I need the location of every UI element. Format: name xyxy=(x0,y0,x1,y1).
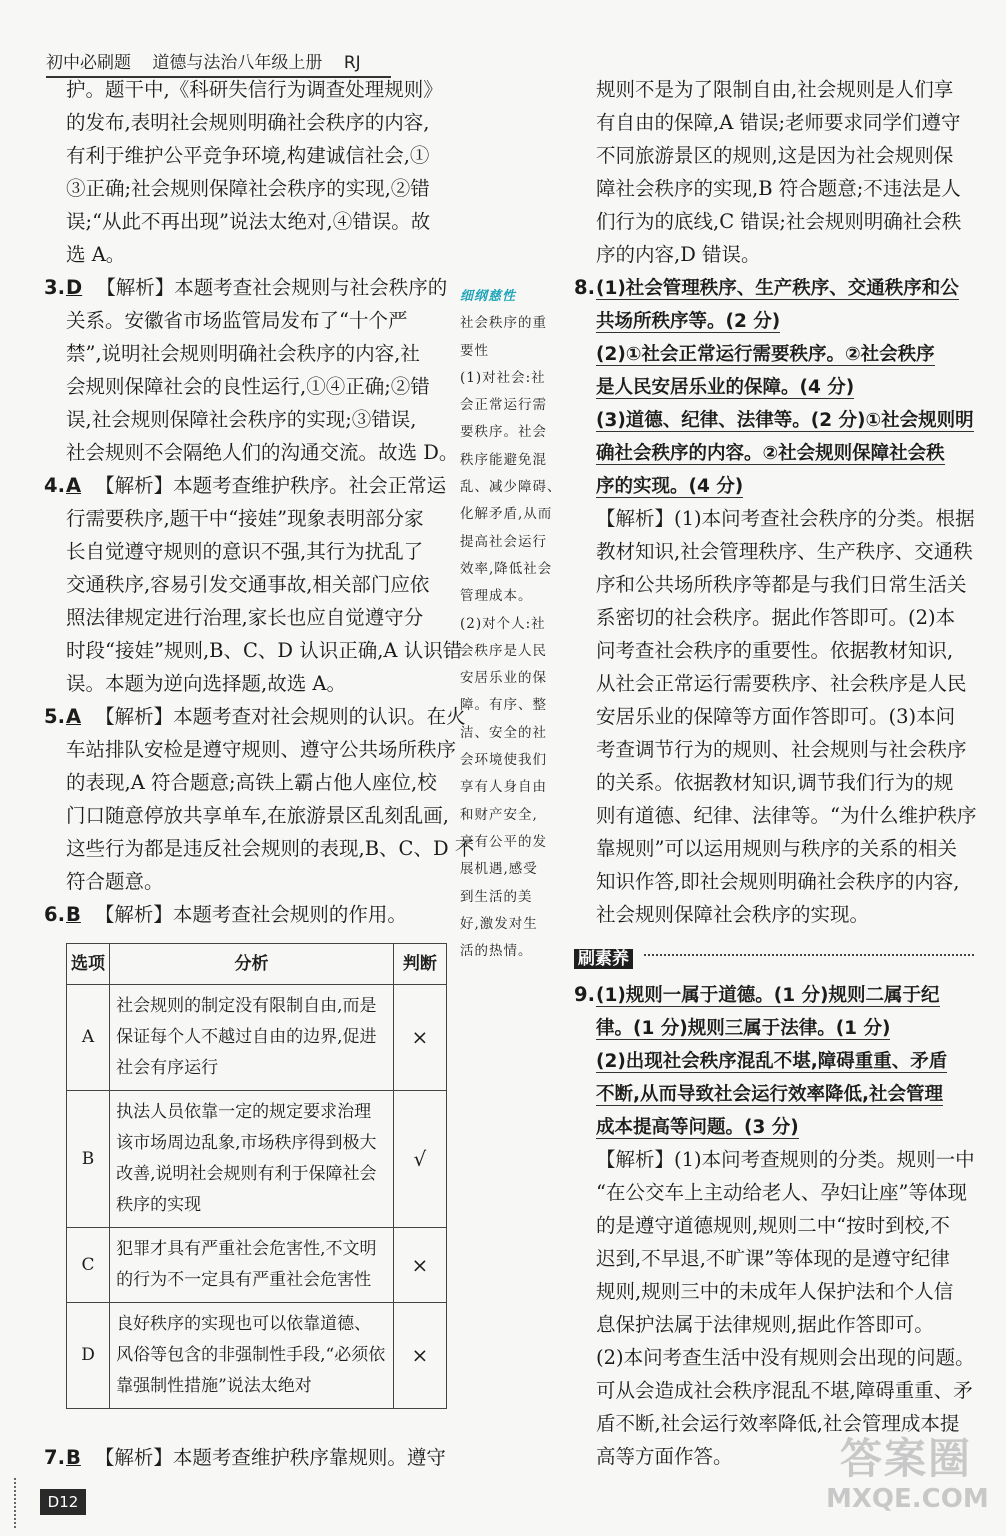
side-note-line: 会正常运行需 xyxy=(460,397,547,414)
side-note-line: 洁、安全的社 xyxy=(460,724,547,741)
page-number: D12 xyxy=(40,1489,86,1515)
side-note-line: 障。有序、整 xyxy=(460,697,547,714)
side-note-line: (2)对个人:社 xyxy=(460,615,546,632)
q4-analysis-line: 时段“接娃”规则,B、C、D 认识正确,A 认识错 xyxy=(66,639,463,662)
side-note-line: 好,激发对生 xyxy=(460,915,538,932)
side-note-line: 提高社会运行 xyxy=(460,533,547,550)
table-row xyxy=(67,1303,447,1409)
q6-number: 6. xyxy=(44,903,65,926)
q3-analysis-line: 社会规则不会隔绝人们的沟通交流。故选 D。 xyxy=(66,441,459,464)
q8-answer-text: 是人民安居乐业的保障。(4 分) xyxy=(596,377,855,398)
q9-analysis-line: 的是遵守道德规则,规则二中“按时到校,不 xyxy=(596,1214,950,1237)
right-column xyxy=(574,73,980,931)
q8-analysis-line: 问考查社会秩序的重要性。依据教材知识, xyxy=(596,639,954,662)
right-text-line: 们行为的底线,C 错误;社会规则明确社会秩 xyxy=(596,210,962,233)
q7-number: 7. xyxy=(44,1446,65,1469)
right-column-lower xyxy=(574,978,980,1473)
watermark-bottom: MXQE.COM xyxy=(826,1484,989,1514)
q8-answer-line xyxy=(596,436,980,469)
q9-answer-line xyxy=(596,1077,980,1110)
q6-first-line xyxy=(44,898,451,931)
q8-analysis-line: 知识作答,即社会规则明确社会秩序的内容, xyxy=(596,870,960,893)
right-text-line: 规则不是为了限制自由,社会规则是人们享 xyxy=(596,78,954,101)
q9-answer-line xyxy=(596,1110,980,1143)
q5-analysis-line: 符合题意。 xyxy=(66,870,164,893)
watermark-top: 答案圈 xyxy=(839,1434,972,1483)
side-note-line: 要秩序。社会 xyxy=(460,424,547,441)
side-note-line: 享有人身自由 xyxy=(460,779,547,796)
side-note-line: 会秩序是人民 xyxy=(460,642,547,659)
q9-analysis-line: (2)本问考查生活中没有规则会出现的问题。 xyxy=(596,1346,975,1369)
side-note-line: 活的热情。 xyxy=(460,943,533,960)
q7-answer: B xyxy=(66,1446,81,1469)
q9-analysis-line: 迟到,不早退,不旷课”等体现的是遵守纪律 xyxy=(596,1247,950,1270)
q9-answer-text: (2)出现社会秩序混乱不堪,障碍重重、矛盾 xyxy=(596,1051,948,1072)
side-note-line: 化解矛盾,从而 xyxy=(460,506,553,523)
q9-analysis-line: 高等方面作答。 xyxy=(596,1445,733,1468)
q5-analysis-line: 车站排队安检是遵守规则、遵守公共场所秩序 xyxy=(66,738,457,761)
side-note-line: (1)对社会:社 xyxy=(460,369,546,386)
side-note-line: 享有公平的发 xyxy=(460,833,547,850)
table-analysis: 社会规则的制定没有限制自由,而是保证每个人不越过自由的边界,促进社会有序运行 xyxy=(110,985,394,1091)
q9-answer-line xyxy=(574,978,980,1011)
analysis-table xyxy=(66,943,447,1409)
q8-answer-line xyxy=(596,403,980,436)
right-text-line: 障社会秩序的实现,B 符合题意;不违法是人 xyxy=(596,177,961,200)
side-note-title: 细纲慈性 xyxy=(460,289,517,304)
q8-analysis-line: 从社会正常运行需要秩序、社会秩序是人民 xyxy=(596,672,967,695)
q8-analysis-line: 考查调节行为的规则、社会规则与社会秩序 xyxy=(596,738,967,761)
q8-number: 8. xyxy=(574,276,595,299)
q8-answer-line xyxy=(596,337,980,370)
q3-analysis-line: 误,社会规则保障社会秩序的实现;③错误, xyxy=(66,408,417,431)
q3-answer: D xyxy=(66,276,83,299)
q5-answer: A xyxy=(66,705,82,728)
table-option: B xyxy=(67,1091,110,1228)
q5-analysis-line: 的表现,A 符合题意;高铁上霸占他人座位,校 xyxy=(66,771,437,794)
left-bottom-column xyxy=(44,1441,451,1474)
table-option: C xyxy=(67,1228,110,1303)
q7-first-line xyxy=(44,1441,451,1474)
q8-answer-text: (1)社会管理秩序、生产秩序、交通秩序和公 xyxy=(596,278,959,299)
edition-label: RJ xyxy=(343,53,361,73)
table-header-analysis: 分析 xyxy=(110,944,394,985)
q9-answer-line xyxy=(596,1044,980,1077)
side-note-line: 要性 xyxy=(460,342,489,359)
side-note-line: 秩序能避免混 xyxy=(460,451,547,468)
table-option: D xyxy=(67,1303,110,1409)
left-text-line: 有利于维护公平竞争环境,构建诚信社会,① xyxy=(66,144,430,167)
q5-analysis-text: 【解析】本题考查对社会规则的认识。在火 xyxy=(95,705,466,728)
table-analysis: 良好秩序的实现也可以依靠道德、风俗等包含的非强制性手段,“必须依靠强制性措施”说法太绝对 xyxy=(110,1303,394,1409)
q8-answer-text: 序的实现。(4 分) xyxy=(596,476,744,497)
side-note-line: 会环境使我们 xyxy=(460,752,547,769)
q9-answer-text: 成本提高等问题。(3 分) xyxy=(596,1117,799,1138)
table-judgement: × xyxy=(393,1228,446,1303)
side-note-line: 到生活的美 xyxy=(460,888,533,905)
q4-analysis-line: 交通秩序,容易引发交通事故,相关部门应依 xyxy=(66,573,430,596)
q8-analysis-line: 安居乐业的保障等方面作答即可。(3)本问 xyxy=(596,705,956,728)
q8-analysis-line: 系密切的社会秩序。据此作答即可。(2)本 xyxy=(596,606,956,629)
table-row xyxy=(67,985,447,1091)
q5-first-line xyxy=(44,700,466,733)
subject-title: 道德与法治八年级上册 xyxy=(152,53,323,73)
table-judgement: × xyxy=(393,985,446,1091)
q8-analysis-line: 的关系。依据教材知识,调节我们行为的规 xyxy=(596,771,954,794)
section-divider xyxy=(574,944,974,969)
q9-answer-text: (1)规则一属于道德。(1 分)规则二属于纪 xyxy=(596,985,940,1006)
left-text-line: 的发布,表明社会规则明确社会秩序的内容, xyxy=(66,111,430,134)
q8-answer-text: 确社会秩序的内容。②社会规则保障社会秩 xyxy=(596,443,945,464)
q8-analysis-line: 社会规则保障社会秩序的实现。 xyxy=(596,903,870,926)
table-header-judgement: 判断 xyxy=(393,944,446,985)
q4-first-line xyxy=(44,469,451,502)
q9-answer-text: 律。(1 分)规则三属于法律。(1 分) xyxy=(596,1018,891,1039)
left-text-line: 误;“从此不再出现”说法太绝对,④错误。故 xyxy=(66,210,431,233)
q3-analysis-line: 禁”,说明社会规则明确社会秩序的内容,社 xyxy=(66,342,420,365)
side-note-line: 展机遇,感受 xyxy=(460,861,538,878)
side-note xyxy=(460,283,570,965)
side-note-line: 和财产安全, xyxy=(460,806,538,823)
side-note-line: 管理成本。 xyxy=(460,588,533,605)
table-analysis: 执法人员依靠一定的规定要求治理该市场周边乱象,市场秩序得到极大改善,说明社会规则有利于保障社会秩序的实现 xyxy=(110,1091,394,1228)
table-row xyxy=(67,1228,447,1303)
q8-answer-text: (2)①社会正常运行需要秩序。②社会秩序 xyxy=(596,344,935,365)
side-note-line: 乱、减少障碍、 xyxy=(460,479,562,496)
q3-analysis-text: 【解析】本题考查社会规则与社会秩序的 xyxy=(96,276,448,299)
q8-answer-line xyxy=(574,271,980,304)
q8-answer-text: (3)道德、纪律、法律等。(2 分)①社会规则明 xyxy=(596,410,974,431)
q8-answer-line xyxy=(596,469,980,502)
q4-analysis-line: 行需要秩序,题干中“接娃”现象表明部分家 xyxy=(66,507,424,530)
q9-number: 9. xyxy=(574,983,595,1006)
right-text-line: 序的内容,D 错误。 xyxy=(596,243,761,266)
q8-answer-line xyxy=(596,370,980,403)
q8-analysis-line: 靠规则”可以运用规则与秩序的关系的相关 xyxy=(596,837,957,860)
right-text-line: 不同旅游景区的规则,这是因为社会规则保 xyxy=(596,144,954,167)
q4-analysis-line: 照法律规定进行治理,家长也应自觉遵守分 xyxy=(66,606,424,629)
side-note-line: 效率,降低社会 xyxy=(460,560,553,577)
q9-analysis-line: 可从会造成社会秩序混乱不堪,障碍重重、矛 xyxy=(596,1379,973,1402)
q4-analysis-line: 长自觉遵守规则的意识不强,其行为扰乱了 xyxy=(66,540,424,563)
q9-answer-line xyxy=(596,1011,980,1044)
q3-first-line xyxy=(44,271,451,304)
q6-answer: B xyxy=(66,903,81,926)
q9-analysis-line: 息保护法属于法律规则,据此作答即可。 xyxy=(596,1313,934,1336)
q9-analysis-line: 盾不断,社会运行效率降低,社会管理成本提 xyxy=(596,1412,960,1435)
table-header-option: 选项 xyxy=(67,944,110,985)
table-analysis: 犯罪才具有严重社会危害性,不文明的行为不一定具有严重社会危害性 xyxy=(110,1228,394,1303)
q9-analysis-line: 规则,规则三中的未成年人保护法和个人信 xyxy=(596,1280,954,1303)
q8-analysis-line: 【解析】(1)本问考查社会秩序的分类。根据 xyxy=(596,507,975,530)
q4-analysis-text: 【解析】本题考查维护秩序。社会正常运 xyxy=(95,474,447,497)
q4-analysis-line: 误。本题为逆向选择题,故选 A。 xyxy=(66,672,346,695)
q5-analysis-line: 这些行为都是违反社会规则的表现,B、C、D 不 xyxy=(66,837,475,860)
right-text-line: 有自由的保障,A 错误;老师要求同学们遵守 xyxy=(596,111,961,134)
table-judgement: × xyxy=(393,1303,446,1409)
book-title: 初中必刷题 xyxy=(46,53,131,73)
left-text-line: ③正确;社会规则保障社会秩序的实现,②错 xyxy=(66,177,430,200)
q4-answer: A xyxy=(66,474,82,497)
q8-answer-text: 共场所秩序等。(2 分) xyxy=(596,311,781,332)
q8-analysis-line: 序和公共场所秩序等都是与我们日常生活关 xyxy=(596,573,967,596)
q3-analysis-line: 会规则保障社会的良性运行,①④正确;②错 xyxy=(66,375,430,398)
table-option: A xyxy=(67,985,110,1091)
table-row xyxy=(67,1091,447,1228)
q8-analysis-line: 则有道德、纪律、法律等。“为什么维护秩序 xyxy=(596,804,977,827)
q6-analysis-text: 【解析】本题考查社会规则的作用。 xyxy=(94,903,407,926)
side-note-line: 安居乐业的保 xyxy=(460,670,547,687)
left-text-line: 护。题干中,《科研失信行为调查处理规则》 xyxy=(66,78,443,101)
q9-answer-text: 不断,从而导致社会运行效率降低,社会管理 xyxy=(596,1084,944,1105)
q8-analysis-line: 教材知识,社会管理秩序、生产秩序、交通秩 xyxy=(596,540,973,563)
q9-analysis-line: 【解析】(1)本问考查规则的分类。规则一中 xyxy=(596,1148,975,1171)
side-note-line: 社会秩序的重 xyxy=(460,315,547,332)
watermark xyxy=(826,1434,989,1524)
section-tag: 刷素养 xyxy=(574,949,633,969)
q3-analysis-line: 关系。安徽省市场监管局发布了“十个严 xyxy=(66,309,408,332)
q9-analysis-line: “在公交车上主动给老人、孕妇让座”等体现 xyxy=(596,1181,967,1204)
q5-number: 5. xyxy=(44,705,65,728)
q5-analysis-line: 门口随意停放共享单车,在旅游景区乱刻乱画, xyxy=(66,804,449,827)
table-judgement: √ xyxy=(393,1091,446,1228)
left-text-line: 选 A。 xyxy=(66,243,126,266)
q7-analysis-text: 【解析】本题考查维护秩序靠规则。遵守 xyxy=(94,1446,446,1469)
q3-number: 3. xyxy=(44,276,65,299)
q4-number: 4. xyxy=(44,474,65,497)
q8-answer-line xyxy=(596,304,980,337)
